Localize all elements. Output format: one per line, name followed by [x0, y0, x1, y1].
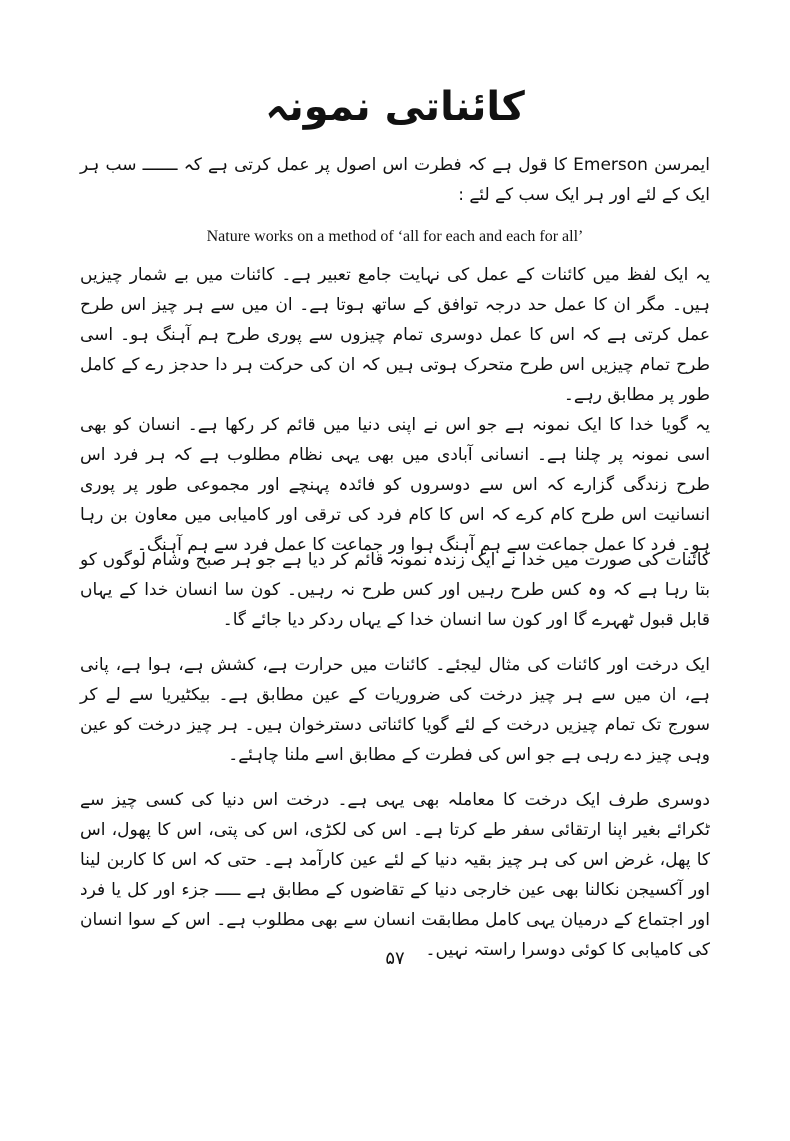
intro-paragraph [80, 150, 710, 210]
page-title: کائناتی نمونہ [265, 84, 525, 130]
intro-after-name: کا قول ہے کہ فطرت اس اصول پر عمل کرتی ہے کہ ـــــــ سب ہر ایک کے لئے اور ہر ایک سب کے لئے : [80, 155, 710, 205]
page-number: ۵۷ [385, 948, 405, 969]
paragraph-4: ایک درخت اور کائنات کی مثال لیجئے۔ کائنات میں حرارت ہے، کشش ہے، ہوا ہے، پانی ہے، ان میں سے ہر چیز درخت کی ضروریات کے عین مطابق ہے۔ بیکٹیریا سے لے کر سورج تک تمام چیزیں درخت کے لئے گویا کائناتی دسترخوان ہیں۔ ہر چیز درخت کو عین وہی چیز دے رہی ہے جو اس کی فطرت کے مطابق اسے ملنا چاہئے۔ [80, 655, 710, 765]
intro-name-english: Emerson [573, 155, 648, 175]
paragraph-2: یہ گویا خدا کا ایک نمونہ ہے جو اس نے اپنی دنیا میں قائم کر رکھا ہے۔ انسان کو بھی اسی نمونہ پر چلنا ہے۔ انسانی آبادی میں بھی یہی نظام مطلوب ہے کہ ہر فرد اس طرح زندگی گزارے کہ اس سے دوسروں کو فائدہ پہنچے اور مجموعی طور پر پوری انسانیت اس طرح کام کرے کہ اس کا کام فرد کی ترقی اور کامیابی میں معاون بن رہا ہو۔ فرد کا عمل جماعت سے ہم آہنگ ہوا ور جماعت کا عمل فرد سے ہم آہنگ۔ [80, 415, 710, 555]
english-quote: Nature works on a method of ‘all for each and each for all’ [206, 228, 584, 245]
paragraph-3: کائنات کی صورت میں خدا نے ایک زندہ نمونہ قائم کر دیا ہے جو ہر صبح وشام لوگوں کو بتا رہا ہے کہ وہ کس طرح رہیں اور کس طرح نہ رہیں۔ کون سا انسان خدا کے یہاں قابل قبول ٹھہرے گا اور کون سا انسان خدا کے یہاں ردکر دیا جائے گا۔ [80, 550, 710, 630]
paragraph-1: یہ ایک لفظ میں کائنات کے عمل کی نہایت جامع تعبیر ہے۔ کائنات میں بے شمار چیزیں ہیں۔ مگر ان کا عمل حد درجہ توافق کے ساتھ ہوتا ہے۔ ان میں سے ہر چیز اس طرح عمل کرتی ہے کہ اس کا عمل دوسری تمام چیزوں سے پوری طرح ہم آہنگ ہو۔ اسی طرح تمام چیزیں اس طرح متحرک ہوتی ہیں کہ ان کی حرکت ہر دا حدجز رے کے کامل طور پر مطابق رہے۔ [80, 265, 710, 405]
paragraph-5: دوسری طرف ایک درخت کا معاملہ بھی یہی ہے۔ درخت اس دنیا کی کسی چیز سے ٹکرائے بغیر اپنا ارتقائی سفر طے کرتا ہے۔ اس کی لکڑی، اس کی پتی، اس کا پھول، اس کا پھل، غرض اس کی ہر چیز بقیہ دنیا کے لئے عین کارآمد ہے۔ حتی کہ اس کا کاربن لینا اور آکسیجن نکالنا بھی عین خارجی دنیا کے تقاضوں کے مطابق ہے ـــــ جزء اور کل یا فرد اور اجتماع کے درمیان یہی کامل مطابقت انسان سے بھی مطلوب ہے۔ اس کے سوا انسان کی کامیابی کا کوئی دوسرا راستہ نہیں۔ [80, 790, 710, 960]
intro-before-name: ایمرسن [654, 155, 710, 175]
